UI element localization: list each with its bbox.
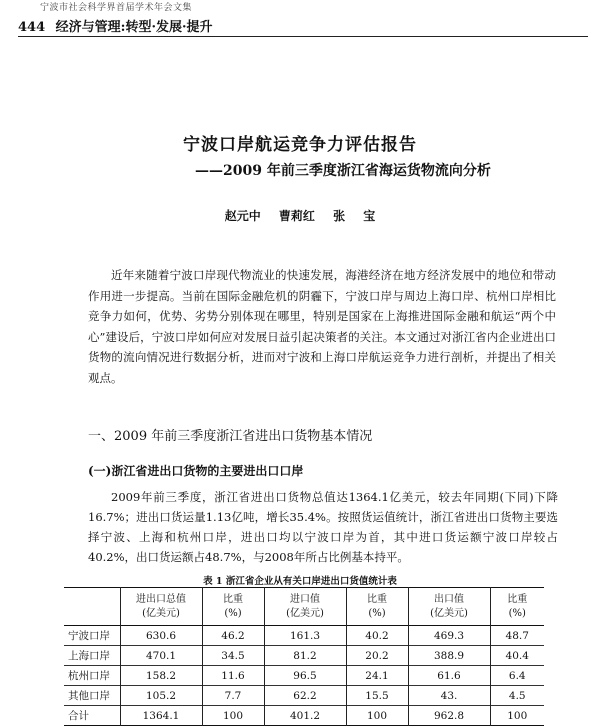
table-row-label: 合计 [64, 706, 120, 726]
table-cell: 401.2 [264, 706, 346, 726]
page-header [18, 16, 213, 35]
table-cell: 81.2 [264, 646, 346, 666]
section-heading: 一、2009 年前三季度浙江省进出口货物基本情况 [88, 429, 373, 444]
table-cell: 43. [408, 686, 490, 706]
table-cell: 11.6 [202, 666, 264, 686]
table-cell: 630.6 [120, 626, 202, 646]
table-cell: 100 [507, 709, 528, 722]
header-title: 经济与管理:转型·发展·提升 [55, 20, 213, 35]
table-header-row [64, 588, 544, 626]
article-title: 宁波口岸航运竞争力评估报告 [183, 135, 417, 155]
table-header-cell [64, 588, 120, 626]
table-cell: 40.2 [346, 626, 408, 646]
table-row [64, 646, 544, 666]
table-row-label: 杭州口岸 [64, 666, 120, 686]
table-cell: 388.9 [408, 646, 490, 666]
table-caption: 表 1 浙江省企业从有关口岸进出口货值统计表 [203, 576, 397, 587]
abstract-paragraph: 近年来随着宁波口岸现代物流业的快速发展，海港经济在地方经济发展中的地位和带动作用进一步提高。当前在国际金融危机的阴霾下，宁波口岸与周边上海口岸、杭州口岸相比竞争力如何，优势、劣势分别体现在哪里，特别是国家在上海推进国际金融和航运“两个中心”建设后，宁波口岸如何应对发展日益引起决策者的关注。本文通过对浙江省内企业进出口货物的流向情况进行数据分析，进而对宁波和上海口岸航运竞争力进行剖析，并提出了相关观点。 [88, 268, 556, 385]
header-rule [18, 36, 588, 37]
table-cell: 158.2 [120, 666, 202, 686]
table-header-cell: 比重 (%) [346, 588, 408, 626]
table-cell: 48.7 [505, 629, 529, 642]
table-header-cell: 进口值 (亿美元) [264, 588, 346, 626]
table-row [64, 626, 544, 646]
table-cell: 20.2 [346, 646, 408, 666]
table-cell: 100 [202, 706, 264, 726]
table-cell: 62.2 [264, 686, 346, 706]
data-table [64, 587, 544, 726]
table-header-cell: 进出口总值 (亿美元) [120, 588, 202, 626]
table-row [64, 706, 544, 726]
table-cell: 962.8 [408, 706, 490, 726]
table-row [64, 686, 544, 706]
table-cell: 6.4 [508, 669, 526, 682]
table-body [64, 626, 544, 726]
article-subtitle: ——2009 年前三季度浙江省海运货物流向分析 [195, 163, 491, 179]
table-cell: 15.5 [346, 686, 408, 706]
table-cell: 100 [346, 706, 408, 726]
table-row-label: 上海口岸 [64, 646, 120, 666]
table-cell: 40.4 [505, 649, 529, 662]
authors: 赵元中 曹莉红 张 宝 [224, 209, 376, 223]
table-cell: 1364.1 [120, 706, 202, 726]
table-header-cell: 比重 (%) [202, 588, 264, 626]
running-head: 宁波市社会科学界首届学术年会文集 [40, 3, 193, 13]
table-cell: 105.2 [120, 686, 202, 706]
table-header-cell: 比重 (%) [507, 593, 528, 619]
body-paragraph: 2009年前三季度，浙江省进出口货物总值达1364.1亿美元，较去年同期(下同)下降16.7%；进出口货运量1.13亿吨，增长35.4%。按照货运值统计，浙江省进出口货物主要选择宁波、上海和杭州口岸，进出口均以宁波口岸为首，其中进口货运额宁波口岸较占40.2%，出口货运额占48.7%，与2008年所占比例基本持平。 [88, 490, 558, 564]
table-cell: 96.5 [264, 666, 346, 686]
subsection-heading: (一)浙江省进出口货物的主要进出口口岸 [88, 464, 304, 478]
table-cell: 46.2 [202, 626, 264, 646]
table-cell: 24.1 [346, 666, 408, 686]
table-cell: 161.3 [264, 626, 346, 646]
page-number: 444 [18, 20, 46, 35]
table-cell: 34.5 [202, 646, 264, 666]
table-cell: 470.1 [120, 646, 202, 666]
table-row-label: 其他口岸 [64, 686, 120, 706]
table-row-label: 宁波口岸 [64, 626, 120, 646]
table-cell: 4.5 [508, 689, 526, 702]
table-cell: 61.6 [408, 666, 490, 686]
table-cell: 7.7 [202, 686, 264, 706]
table-cell: 469.3 [408, 626, 490, 646]
table-row [64, 666, 544, 686]
table-header-cell: 出口值 (亿美元) [408, 588, 490, 626]
